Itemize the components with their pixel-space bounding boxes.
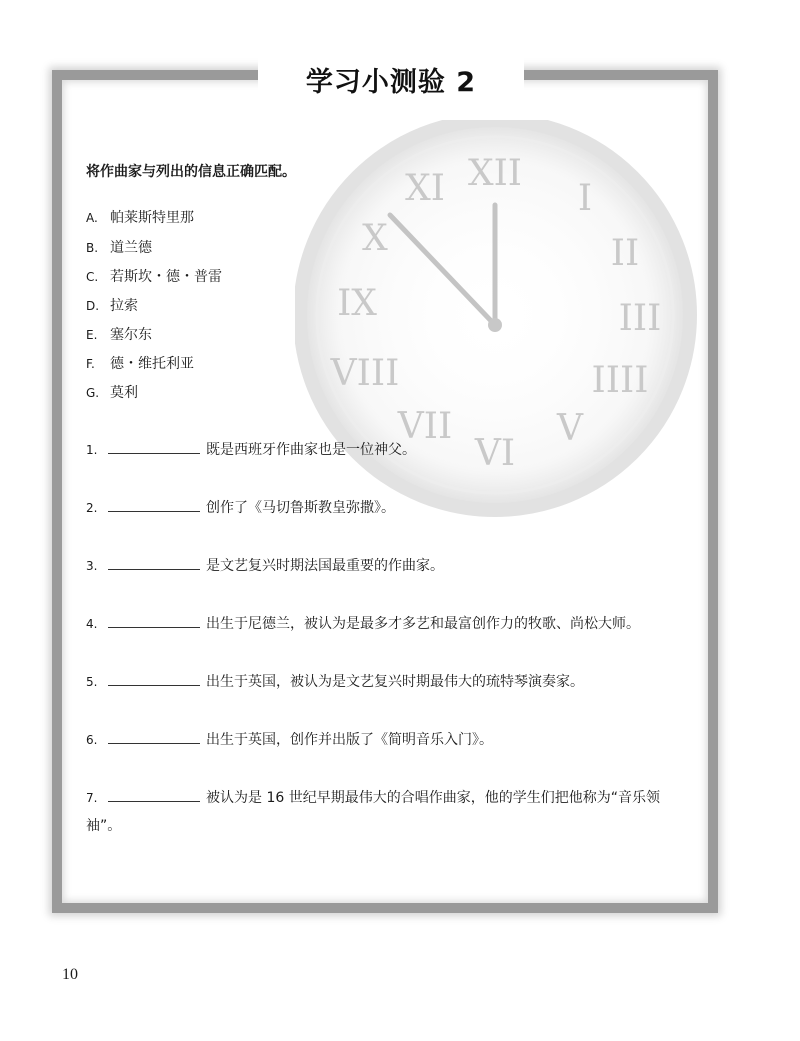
question-item [86,494,686,522]
svg-text:XII: XII [467,153,523,194]
question-text: 被认为是 16 世纪早期最伟大的合唱作曲家，他的学生们把他称为“音乐领袖”。 [86,790,660,834]
option-name: 帕莱斯特里那 [110,210,194,226]
option-name: 若斯坎・德・普雷 [110,269,222,285]
question-text: 出生于英国，被认为是文艺复兴时期最伟大的琉特琴演奏家。 [206,674,584,690]
answer-blank[interactable] [108,439,200,454]
svg-text:IX: IX [337,283,377,324]
answer-blank[interactable] [108,613,200,628]
question-item [86,436,686,464]
option-name: 拉索 [110,298,138,314]
option-item [86,237,152,257]
answer-blank[interactable] [108,671,200,686]
option-letter: F. [86,357,95,371]
question-number: 7. [86,791,98,805]
svg-text:X: X [362,218,388,259]
question-item [86,726,686,754]
option-letter: A. [86,211,98,225]
instruction-text: 将作曲家与列出的信息正确匹配。 [86,164,296,180]
option-item [86,207,194,227]
question-text: 既是西班牙作曲家也是一位神父。 [206,442,416,458]
question-number: 4. [86,617,98,631]
option-name: 道兰德 [110,240,152,256]
question-item [86,668,686,696]
option-letter: B. [86,241,99,255]
question-item [86,784,682,840]
page-number: 10 [62,966,78,983]
option-name: 德・维托利亚 [110,356,194,372]
svg-text:IIII: IIII [591,360,649,401]
svg-text:XI: XI [405,168,445,209]
answer-blank[interactable] [108,729,200,744]
svg-text:V: V [557,408,583,449]
question-text: 出生于英国，创作并出版了《简明音乐入门》。 [206,732,493,748]
question-number: 5. [86,675,98,689]
question-text: 出生于尼德兰，被认为是最多才多艺和最富创作力的牧歌、尚松大师。 [206,616,640,632]
option-name: 莫利 [110,385,138,401]
option-letter: D. [86,299,100,313]
option-name: 塞尔东 [110,327,152,343]
svg-text:VI: VI [474,433,516,474]
svg-text:II: II [610,233,640,274]
question-number: 2. [86,501,98,515]
question-text: 创作了《马切鲁斯教皇弥撒》。 [206,500,395,516]
svg-text:VII: VII [397,406,453,447]
option-item [86,295,138,315]
option-letter: C. [86,270,99,284]
answer-blank[interactable] [108,555,200,570]
question-text: 是文艺复兴时期法国最重要的作曲家。 [206,558,444,574]
option-item [86,324,152,344]
answer-blank[interactable] [108,787,200,802]
question-item [86,552,686,580]
question-number: 1. [86,443,98,457]
svg-text:III: III [618,298,662,339]
question-number: 6. [86,733,98,747]
svg-text:I: I [577,178,593,219]
answer-blank[interactable] [108,497,200,512]
option-letter: G. [86,386,100,400]
option-item [86,353,194,373]
question-item [86,610,686,638]
question-number: 3. [86,559,98,573]
option-item [86,382,138,402]
option-item [86,266,222,286]
option-letter: E. [86,328,98,342]
svg-text:VIII: VIII [330,353,400,394]
page-title: 学习小测验 2 [305,67,477,98]
